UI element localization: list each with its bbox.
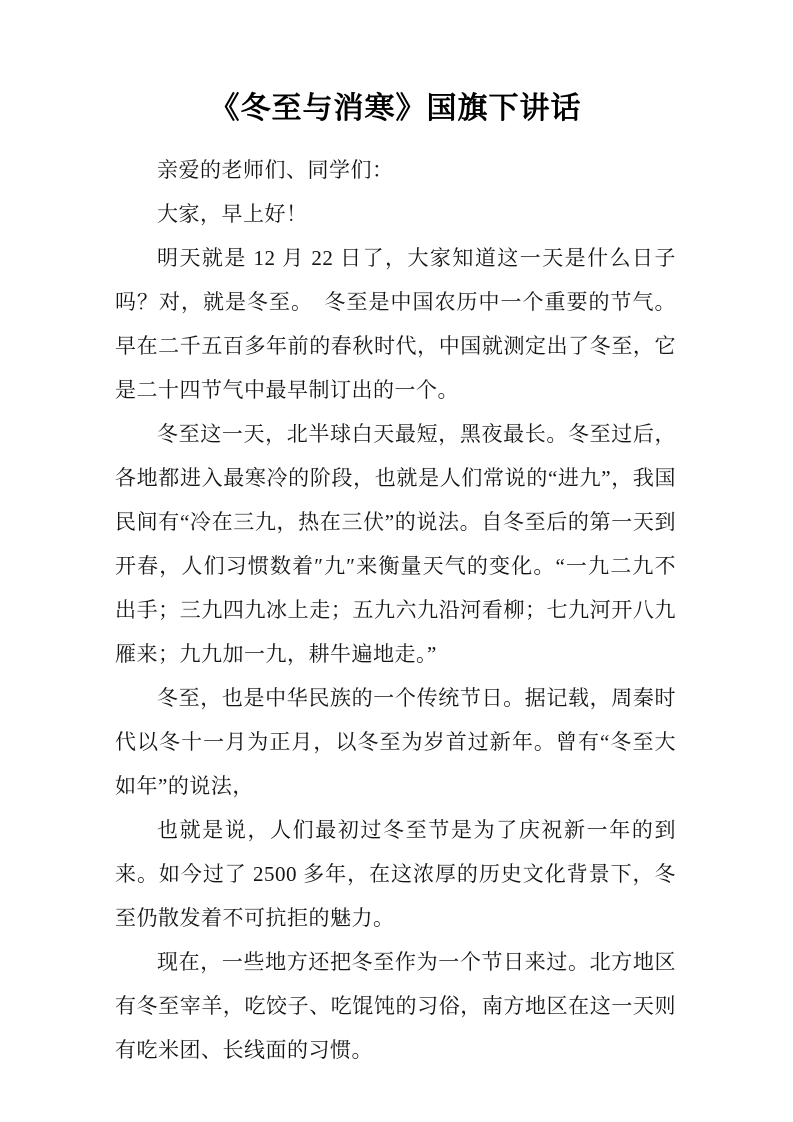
paragraph-salutation: 亲爱的老师们、同学们： — [157, 158, 394, 182]
paragraph-customs: 现在，一些地方还把冬至作为一个节日来过。北方地区有冬至宰羊，吃饺子、吃馄饨的习俗，南方地区在这一天则有吃米团、长线面的习惯。 — [115, 950, 676, 1062]
document-title: 《冬至与消寒》国旗下讲话 — [209, 92, 582, 125]
paragraph-traditional-festival: 冬至，也是中华民族的一个传统节日。据记载，周秦时代以冬十一月为正月，以冬至为岁首过新年。曾有“冬至大如年”的说法， — [115, 686, 676, 798]
paragraph-greeting: 大家，早上好！ — [157, 202, 308, 226]
paragraph-intro-dongzhi: 明天就是 12 月 22 日了，大家知道这一天是什么日子吗？对，就是冬至。 冬至是中国农历中一个重要的节气。早在二千五百多年前的春秋时代，中国就测定出了冬至，它是二十四节气中最早制订出的一个。 — [115, 246, 676, 402]
paragraph-jiujiu-song: 冬至这一天，北半球白天最短，黑夜最长。冬至过后，各地都进入最寒冷的阶段，也就是人们常说的“进九”，我国民间有“冷在三九，热在三伏”的说法。自冬至后的第一天到开春，人们习惯数着″九″来衡量天气的变化。“一九二九不出手；三九四九冰上走；五九六九沿河看柳；七九河开八九雁来；九九加一九，耕牛遍地走。” — [115, 422, 676, 666]
paragraph-new-year-origin: 也就是说，人们最初过冬至节是为了庆祝新一年的到来。如今过了 2500 多年，在这浓厚的历史文化背景下，冬至仍散发着不可抗拒的魅力。 — [115, 818, 676, 930]
